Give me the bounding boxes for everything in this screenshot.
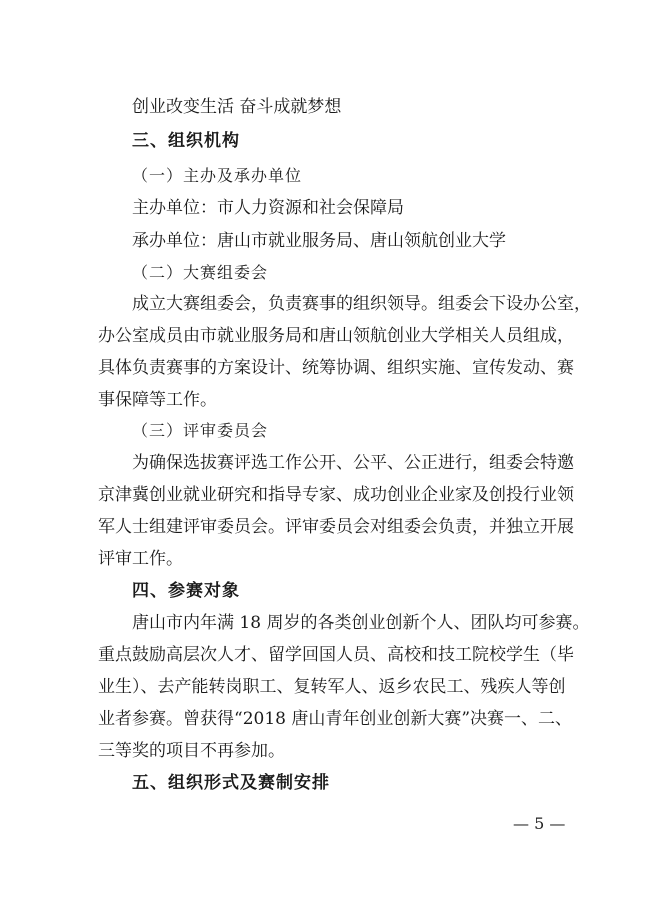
paragraph-line: 事保障等工作。 — [98, 390, 217, 410]
paragraph-line: 京津冀创业就业研究和指导专家、成功创业企业家及创投行业领 — [98, 485, 574, 505]
paragraph-line: 重点鼓励高层次人才、留学回国人员、高校和技工院校学生（毕 — [98, 645, 574, 665]
subsection-2-heading: （二）大赛组委会 — [132, 263, 269, 282]
paragraph-line: 成立大赛组委会，负责赛事的组织领导。组委会下设办公室， — [132, 294, 591, 314]
page-number: — 5 — — [513, 814, 566, 833]
section-4-heading: 四、参赛对象 — [132, 581, 240, 601]
subsection-1-heading: （一）主办及承办单位 — [132, 166, 303, 185]
host-unit: 主办单位：市人力资源和社会保障局 — [132, 198, 404, 218]
paragraph-line: 具体负责赛事的方案设计、统筹协调、组织实施、宣传发动、赛 — [98, 358, 574, 378]
paragraph-line: 军人士组建评审委员会。评审委员会对组委会负责，并独立开展 — [98, 517, 574, 537]
section-3-heading: 三、组织机构 — [132, 131, 240, 151]
paragraph-line: 办公室成员由市就业服务局和唐山领航创业大学相关人员组成， — [98, 326, 574, 346]
paragraph-line: 业生）、去产能转岗职工、复转军人、返乡农民工、残疾人等创 — [98, 677, 566, 697]
slogan: 创业改变生活 奋斗成就梦想 — [132, 97, 342, 117]
paragraph-line: 为确保选拔赛评选工作公开、公平、公正进行，组委会特邀 — [132, 453, 574, 473]
paragraph-line: 业者参赛。曾获得“2018 唐山青年创业创新大赛”决赛一、二、 — [98, 709, 573, 729]
paragraph-line: 三等奖的项目不再参加。 — [98, 741, 285, 761]
paragraph-line: 唐山市内年满 18 周岁的各类创业创新个人、团队均可参赛。 — [132, 613, 590, 633]
paragraph-line: 评审工作。 — [98, 549, 183, 569]
section-5-heading: 五、组织形式及赛制安排 — [132, 773, 330, 793]
subsection-3-heading: （三）评审委员会 — [132, 421, 269, 440]
organizer-unit: 承办单位：唐山市就业服务局、唐山领航创业大学 — [132, 231, 506, 251]
